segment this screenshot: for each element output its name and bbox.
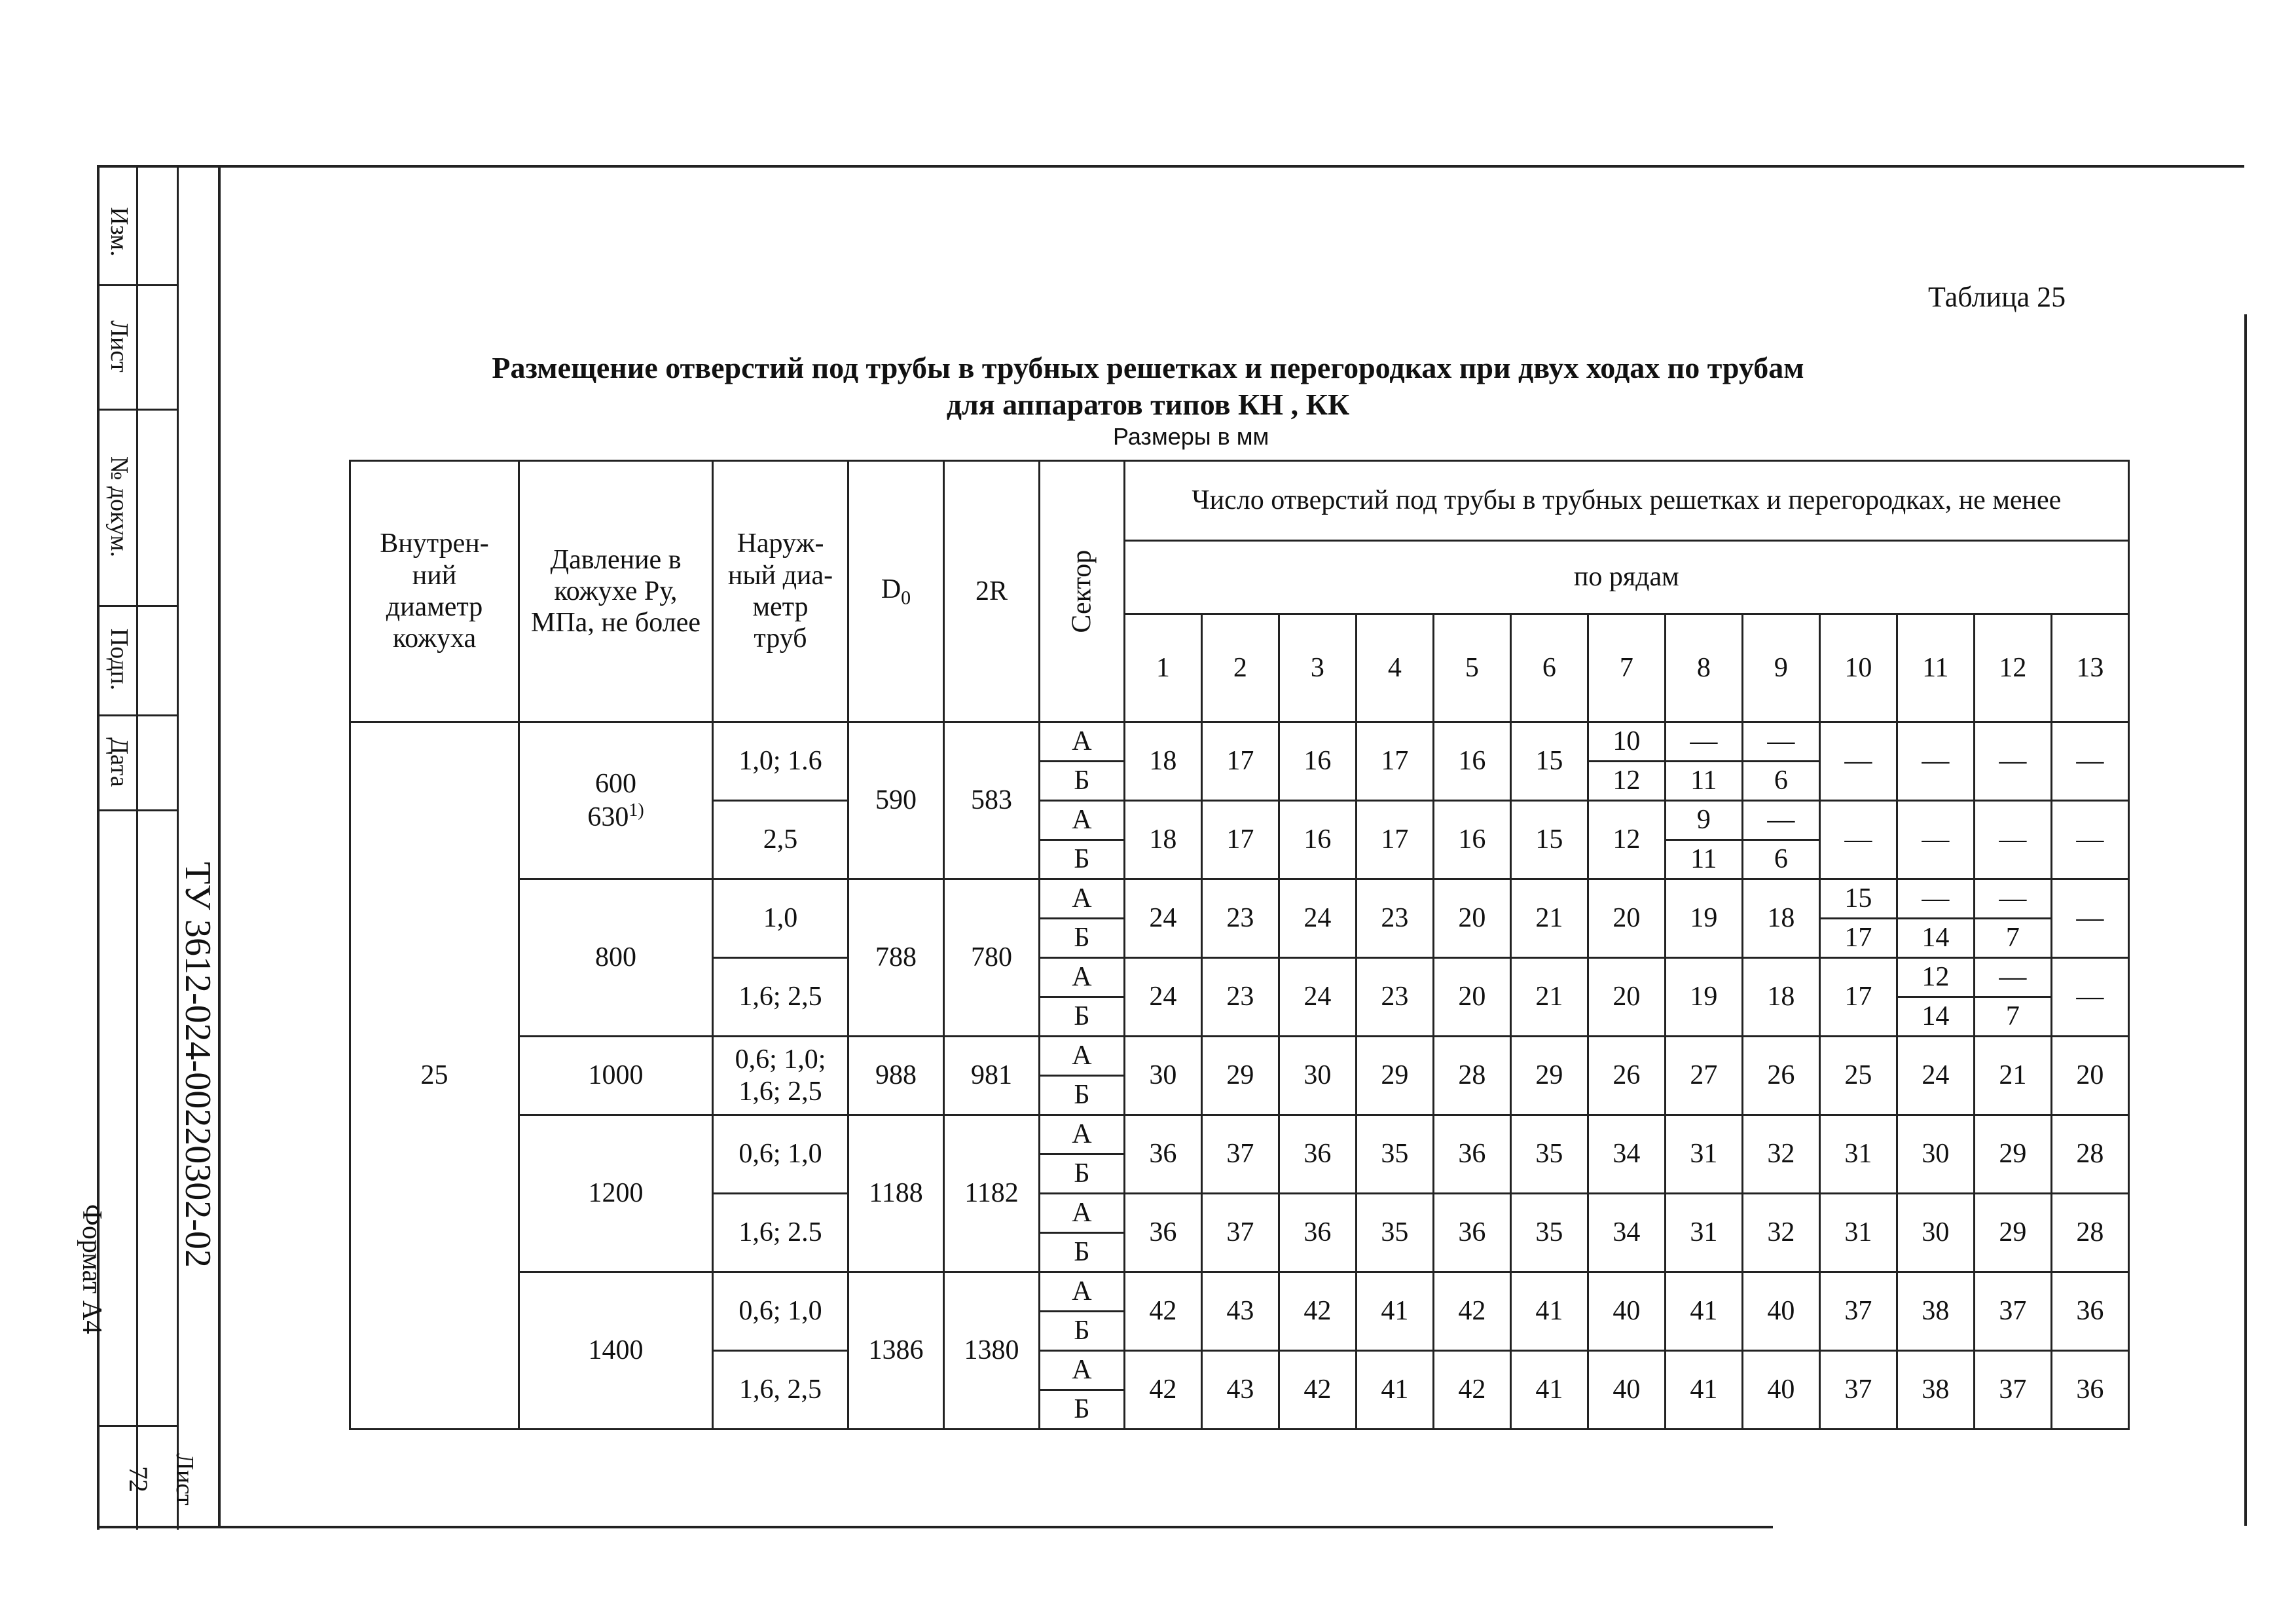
value-cell: 31 xyxy=(1665,1194,1742,1272)
value-cell: 32 xyxy=(1742,1194,1819,1272)
table-row xyxy=(350,1115,2129,1154)
value-cell: 16 xyxy=(1433,801,1510,879)
value-cell: 43 xyxy=(1201,1351,1279,1430)
pressure-cell: 1,6; 2,5 xyxy=(713,958,848,1037)
value-cell: 17 xyxy=(1356,722,1433,801)
d0-cell: 1386 xyxy=(848,1272,944,1430)
value-cell: 26 xyxy=(1588,1037,1665,1115)
value-cell: 34 xyxy=(1588,1194,1665,1272)
value-cell: 15 xyxy=(1510,801,1588,879)
table-row xyxy=(350,1037,2129,1076)
2r-cell: 780 xyxy=(944,879,1040,1037)
sector-cell: А xyxy=(1040,1351,1125,1390)
table-title-line2: для аппаратов типов КН , КК xyxy=(946,388,1350,421)
value-cell: 35 xyxy=(1356,1194,1433,1272)
diameter-cell xyxy=(519,1037,713,1115)
sector-cell: Б xyxy=(1040,840,1125,879)
value-cell: 40 xyxy=(1588,1351,1665,1430)
stamp-sheet-no: 72 xyxy=(124,1466,154,1492)
value-cell: 36 xyxy=(1279,1194,1356,1272)
value-cell: 37 xyxy=(1974,1272,2051,1351)
value-cell: 20 xyxy=(1433,879,1510,958)
format-label: Формат А4 xyxy=(77,1204,107,1335)
value-cell: 31 xyxy=(1819,1194,1897,1272)
pressure-cell: 0,6; 1,0 xyxy=(713,1115,848,1194)
document-designation: ТУ 3612-024-00220302-02 xyxy=(177,862,218,1268)
value-cell: 42 xyxy=(1433,1351,1510,1430)
stamp-doc-no: № докум. xyxy=(105,456,133,558)
value-cell: 12 xyxy=(1897,958,1974,997)
value-cell: 16 xyxy=(1433,722,1510,801)
frame-right-line xyxy=(2244,314,2247,1526)
value-cell: 35 xyxy=(1510,1115,1588,1194)
value-cell: 20 xyxy=(1588,879,1665,958)
header-holes: Число отверстий под трубы в трубных решетках и перегородках, не менее xyxy=(1124,461,2128,541)
value-cell: — xyxy=(1974,879,2051,919)
footnote-mark: 1) xyxy=(629,800,644,821)
sector-cell: Б xyxy=(1040,1390,1125,1430)
sector-cell: А xyxy=(1040,1037,1125,1076)
value-cell: 37 xyxy=(1201,1115,1279,1194)
row-number-9: 9 xyxy=(1742,614,1819,722)
table-title-line1: Размещение отверстий под трубы в трубных решетках и перегородках при двух ходах по трубам xyxy=(492,351,1804,384)
stamp-sheet-label: Лист xyxy=(171,1453,198,1505)
diameter-cell xyxy=(519,1115,713,1272)
value-cell: 41 xyxy=(1510,1272,1588,1351)
value-cell: 40 xyxy=(1742,1351,1819,1430)
value-cell: — xyxy=(1819,722,1897,801)
diameter-value-2: 630$^{1)}$ xyxy=(587,800,644,832)
value-cell: 37 xyxy=(1201,1194,1279,1272)
value-cell: 17 xyxy=(1819,958,1897,1037)
value-cell: 6 xyxy=(1742,840,1819,879)
2r-cell: 1182 xyxy=(944,1115,1040,1272)
value-cell: 24 xyxy=(1279,879,1356,958)
value-cell: 42 xyxy=(1279,1351,1356,1430)
row-number-7: 7 xyxy=(1588,614,1665,722)
row-number-3: 3 xyxy=(1279,614,1356,722)
tube-diameter-cell: 25 xyxy=(350,722,519,1430)
value-cell: 42 xyxy=(1124,1351,1201,1430)
value-cell: 20 xyxy=(1433,958,1510,1037)
value-cell: — xyxy=(1974,722,2051,801)
table-body xyxy=(350,722,2129,1430)
sector-cell: А xyxy=(1040,1194,1125,1233)
value-cell: 35 xyxy=(1510,1194,1588,1272)
header-sector xyxy=(1040,461,1125,722)
value-cell: 23 xyxy=(1356,958,1433,1037)
value-cell: 18 xyxy=(1124,801,1201,879)
value-cell: 34 xyxy=(1588,1115,1665,1194)
frame-top-line xyxy=(97,165,2244,168)
value-cell: 28 xyxy=(2051,1194,2128,1272)
value-cell: 31 xyxy=(1665,1115,1742,1194)
diameter-value: 1400 xyxy=(588,1335,644,1366)
value-cell: 31 xyxy=(1819,1115,1897,1194)
value-cell: 25 xyxy=(1819,1037,1897,1115)
value-cell: 29 xyxy=(1510,1037,1588,1115)
value-cell: 36 xyxy=(1124,1194,1201,1272)
row-number-1: 1 xyxy=(1124,614,1201,722)
sector-cell: Б xyxy=(1040,997,1125,1037)
diameter-value: 1000 xyxy=(588,1060,644,1091)
value-cell: 28 xyxy=(2051,1115,2128,1194)
value-cell: 42 xyxy=(1433,1272,1510,1351)
value-cell: 41 xyxy=(1665,1272,1742,1351)
pressure-cell: 1,6, 2,5 xyxy=(713,1351,848,1430)
header-diameter: Внутрен-ний диаметр кожуха xyxy=(350,461,519,722)
row-number-11: 11 xyxy=(1897,614,1974,722)
value-cell: 32 xyxy=(1742,1115,1819,1194)
value-cell: — xyxy=(1742,722,1819,762)
stamp-podp: Подп. xyxy=(105,628,133,691)
value-cell: 36 xyxy=(1279,1115,1356,1194)
sector-cell: А xyxy=(1040,801,1125,840)
value-cell: 38 xyxy=(1897,1272,1974,1351)
value-cell: 7 xyxy=(1974,919,2051,958)
sector-cell: А xyxy=(1040,1272,1125,1312)
value-cell: 18 xyxy=(1742,958,1819,1037)
value-cell: 36 xyxy=(2051,1272,2128,1351)
sector-cell: А xyxy=(1040,1115,1125,1154)
row-number-12: 12 xyxy=(1974,614,2051,722)
d0-cell: 988 xyxy=(848,1037,944,1115)
value-cell: — xyxy=(1897,801,1974,879)
value-cell: 27 xyxy=(1665,1037,1742,1115)
value-cell: 19 xyxy=(1665,879,1742,958)
header-2r: 2R xyxy=(944,461,1040,722)
value-cell: 10 xyxy=(1588,722,1665,762)
header-d0-text: D xyxy=(881,574,902,604)
value-cell: — xyxy=(1665,722,1742,762)
value-cell: 12 xyxy=(1588,801,1665,879)
value-cell: 23 xyxy=(1201,958,1279,1037)
row-number-13: 13 xyxy=(2051,614,2128,722)
table-row xyxy=(350,879,2129,919)
value-cell: — xyxy=(1819,801,1897,879)
table-row xyxy=(350,722,2129,762)
row-number-5: 5 xyxy=(1433,614,1510,722)
value-cell: 17 xyxy=(1819,919,1897,958)
value-cell: 36 xyxy=(1433,1115,1510,1194)
sector-cell: Б xyxy=(1040,1312,1125,1351)
value-cell: 40 xyxy=(1588,1272,1665,1351)
header-pressure: Давление в кожухе Ру, МПа, не более xyxy=(519,461,713,722)
value-cell: 18 xyxy=(1742,879,1819,958)
d0-cell: 590 xyxy=(848,722,944,879)
value-cell: 41 xyxy=(1665,1351,1742,1430)
diameter-value: 800 xyxy=(595,942,636,973)
value-cell: 38 xyxy=(1897,1351,1974,1430)
stamp-row-line xyxy=(100,1425,177,1427)
value-cell: 29 xyxy=(1201,1037,1279,1115)
value-cell: — xyxy=(1742,801,1819,840)
value-cell: 17 xyxy=(1201,801,1279,879)
diameter-cell xyxy=(519,722,713,879)
value-cell: 36 xyxy=(1124,1115,1201,1194)
value-cell: — xyxy=(2051,722,2128,801)
value-cell: — xyxy=(2051,879,2128,958)
header-sector-text: Сектор xyxy=(1066,549,1097,633)
value-cell: 20 xyxy=(1588,958,1665,1037)
table-head xyxy=(350,461,2129,722)
value-cell: 24 xyxy=(1897,1037,1974,1115)
stamp-data: Дата xyxy=(105,737,133,787)
value-cell: 30 xyxy=(1897,1115,1974,1194)
d0-cell: 788 xyxy=(848,879,944,1037)
value-cell: 41 xyxy=(1510,1351,1588,1430)
pressure-cell: 0,6; 1,0 xyxy=(713,1272,848,1351)
value-cell: 28 xyxy=(1433,1037,1510,1115)
value-cell: 12 xyxy=(1588,762,1665,801)
value-cell: 30 xyxy=(1279,1037,1356,1115)
frame-bottom-line xyxy=(97,1526,1773,1528)
diameter-cell xyxy=(519,879,713,1037)
diameter-value: 1200 xyxy=(588,1178,644,1209)
value-cell: 43 xyxy=(1201,1272,1279,1351)
value-cell: 15 xyxy=(1819,879,1897,919)
holes-table xyxy=(349,460,2130,1430)
value-cell: 9 xyxy=(1665,801,1742,840)
value-cell: 29 xyxy=(1356,1037,1433,1115)
units-note: Размеры в мм xyxy=(1113,423,1269,450)
2r-cell: 583 xyxy=(944,722,1040,879)
2r-cell: 1380 xyxy=(944,1272,1040,1430)
value-cell: 41 xyxy=(1356,1272,1433,1351)
sector-cell: Б xyxy=(1040,1154,1125,1194)
value-cell: 19 xyxy=(1665,958,1742,1037)
value-cell: 29 xyxy=(1974,1115,2051,1194)
header-d0 xyxy=(848,461,944,722)
value-cell: 16 xyxy=(1279,722,1356,801)
pressure-cell: 1,0 xyxy=(713,879,848,958)
sector-cell: А xyxy=(1040,958,1125,997)
header-d0-subscript: 0 xyxy=(901,586,911,608)
diameter-cell xyxy=(519,1272,713,1430)
row-number-4: 4 xyxy=(1356,614,1433,722)
table-row xyxy=(350,1272,2129,1312)
sector-cell: А xyxy=(1040,879,1125,919)
value-cell: 14 xyxy=(1897,997,1974,1037)
value-cell: 36 xyxy=(2051,1351,2128,1430)
row-number-2: 2 xyxy=(1201,614,1279,722)
value-cell: 37 xyxy=(1819,1351,1897,1430)
value-cell: 11 xyxy=(1665,762,1742,801)
value-cell: 21 xyxy=(1510,958,1588,1037)
value-cell: — xyxy=(1897,722,1974,801)
value-cell: 7 xyxy=(1974,997,2051,1037)
value-cell: 26 xyxy=(1742,1037,1819,1115)
stamp-izm: Изм. xyxy=(105,207,133,257)
header-tube-diameter: Наруж-ный диа-метр труб xyxy=(713,461,848,722)
value-cell: 29 xyxy=(1974,1194,2051,1272)
pressure-cell: 2,5 xyxy=(713,801,848,879)
pressure-cell: 1,6; 2.5 xyxy=(713,1194,848,1272)
sector-cell: Б xyxy=(1040,1076,1125,1115)
value-cell: 6 xyxy=(1742,762,1819,801)
value-cell: 24 xyxy=(1124,879,1201,958)
value-cell: — xyxy=(2051,958,2128,1037)
header-rows: по рядам xyxy=(1124,541,2128,614)
value-cell: — xyxy=(1974,801,2051,879)
value-cell: 20 xyxy=(2051,1037,2128,1115)
value-cell: — xyxy=(2051,801,2128,879)
value-cell: 21 xyxy=(1974,1037,2051,1115)
value-cell: 35 xyxy=(1356,1115,1433,1194)
value-cell: 15 xyxy=(1510,722,1588,801)
value-cell: 17 xyxy=(1201,722,1279,801)
value-cell: 42 xyxy=(1124,1272,1201,1351)
value-cell: 24 xyxy=(1124,958,1201,1037)
diameter-value: 600 xyxy=(595,769,636,800)
sector-cell: Б xyxy=(1040,762,1125,801)
value-cell: 23 xyxy=(1201,879,1279,958)
value-cell: 41 xyxy=(1356,1351,1433,1430)
value-cell: — xyxy=(1974,958,2051,997)
table-number: Таблица 25 xyxy=(1928,281,2066,313)
value-cell: — xyxy=(1897,879,1974,919)
sector-cell: Б xyxy=(1040,1233,1125,1272)
value-cell: 37 xyxy=(1819,1272,1897,1351)
sector-cell: Б xyxy=(1040,919,1125,958)
value-cell: 40 xyxy=(1742,1272,1819,1351)
value-cell: 14 xyxy=(1897,919,1974,958)
value-cell: 37 xyxy=(1974,1351,2051,1430)
row-number-8: 8 xyxy=(1665,614,1742,722)
value-cell: 18 xyxy=(1124,722,1201,801)
row-number-6: 6 xyxy=(1510,614,1588,722)
value-cell: 42 xyxy=(1279,1272,1356,1351)
value-cell: 24 xyxy=(1279,958,1356,1037)
value-cell: 16 xyxy=(1279,801,1356,879)
value-cell: 11 xyxy=(1665,840,1742,879)
value-cell: 17 xyxy=(1356,801,1433,879)
value-cell: 36 xyxy=(1433,1194,1510,1272)
d0-cell: 1188 xyxy=(848,1115,944,1272)
pressure-cell: 1,0; 1.6 xyxy=(713,722,848,801)
2r-cell: 981 xyxy=(944,1037,1040,1115)
pressure-cell: 0,6; 1,0; 1,6; 2,5 xyxy=(713,1037,848,1115)
stamp-list: Лист xyxy=(105,320,133,373)
value-cell: 21 xyxy=(1510,879,1588,958)
value-cell: 30 xyxy=(1124,1037,1201,1115)
value-cell: 23 xyxy=(1356,879,1433,958)
value-cell: 30 xyxy=(1897,1194,1974,1272)
row-number-10: 10 xyxy=(1819,614,1897,722)
sector-cell: А xyxy=(1040,722,1125,762)
